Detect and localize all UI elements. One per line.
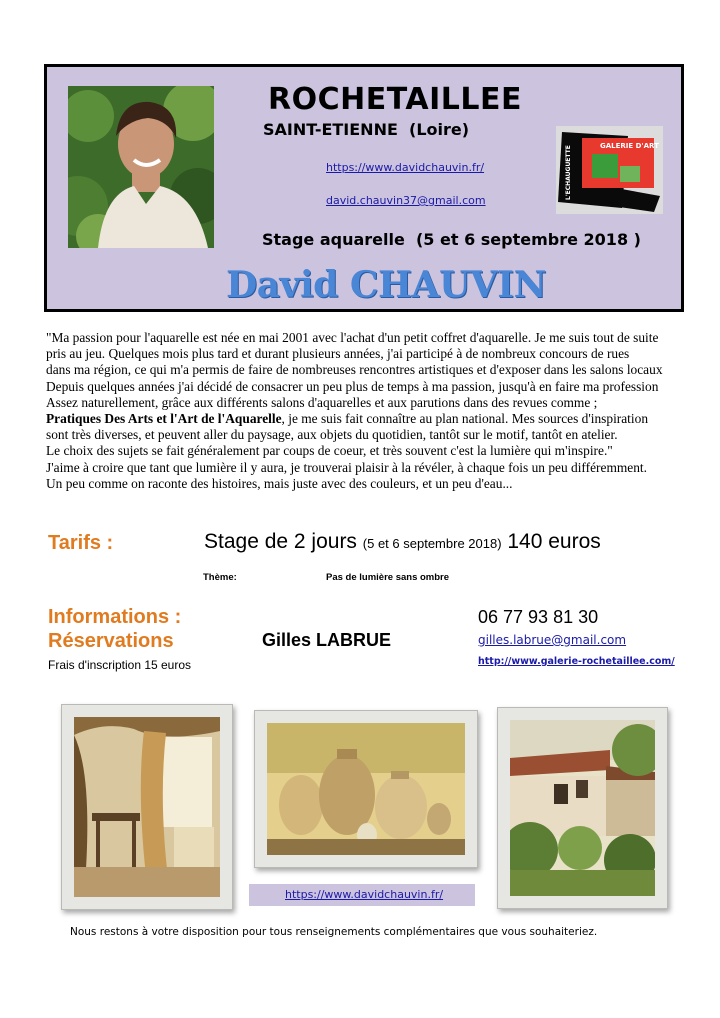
price-value: 140 euros <box>501 530 601 553</box>
quote-line: Le choix des sujets se fait généralement par coups de coeur, et très souvent c'est la lumière qui m'inspire." <box>46 443 613 459</box>
tarifs-label: Tarifs : <box>48 532 114 554</box>
theme-label: Thème: <box>203 572 237 583</box>
quote-line: Un peu comme on raconte des histoires, mais juste avec des couleurs, et un peu d'eau... <box>46 475 513 491</box>
artist-portrait <box>68 86 214 248</box>
quote-line: sont très diverses, et peuvent aller du paysage, aux objets du quotidien, tantôt sur le motif, tantôt en atelier. <box>46 427 618 443</box>
artist-quote <box>46 330 682 492</box>
informations-label: Informations : <box>48 606 182 628</box>
place-subtitle: SAINT-ETIENNE (Loire) <box>263 120 470 139</box>
reservations-label: Réservations <box>48 630 174 652</box>
painting-jars <box>254 710 478 868</box>
registration-fee: Frais d'inscription 15 euros <box>48 658 192 672</box>
logo-side-text: L'ECHAUGUETTE <box>565 145 572 200</box>
quote-line: J'aime à croire que tant que lumière il y aura, je trouverai plaisir à la révéler, à chaque fois un peu différemment. <box>46 459 647 475</box>
theme-value: Pas de lumière sans ombre <box>326 572 450 583</box>
contact-phone: 06 77 93 81 30 <box>478 607 599 627</box>
quote-line: "Ma passion pour l'aquarelle est née en mai 2001 avec l'achat d'un petit coffret d'aquarelle. Je me suis tout de suite <box>46 330 659 345</box>
artist-name: David CHAUVIN <box>226 264 547 306</box>
quote-line <box>46 411 682 427</box>
closing-note: Nous restons à votre disposition pour tous renseignements complémentaires que vous souhaiteriez. <box>70 926 598 938</box>
contact-name: Gilles LABRUE <box>262 630 392 650</box>
stage-title: Stage aquarelle (5 et 6 septembre 2018 ) <box>262 230 641 249</box>
gallery-website-link[interactable]: http://www.galerie-rochetaillee.com/ <box>478 656 675 667</box>
gallery-logo <box>556 126 663 214</box>
contact-email-link[interactable]: gilles.labrue@gmail.com <box>478 633 627 647</box>
quote-line-rest: , je me suis fait connaître au plan national. Mes sources d'inspiration <box>281 411 649 427</box>
place-title: ROCHETAILLEE <box>268 82 522 117</box>
artist-website-link[interactable]: https://www.davidchauvin.fr/ <box>326 161 485 174</box>
stage-duration: Stage de 2 jours <box>204 530 363 553</box>
painting-interior <box>61 704 233 910</box>
quote-line: pris au jeu. Quelques mois plus tard et durant plusieurs années, j'ai participé à de nombreux concours de rues <box>46 346 630 362</box>
quote-line: dans ma région, ce qui m'a permis de faire de nombreuses rencontres artistiques et d'exposer dans les salons locaux <box>46 362 663 378</box>
quote-line: Depuis quelques années j'ai décidé de consacrer un peu plus de temps à ma passion, jusqu'à en faire ma profession <box>46 378 659 394</box>
footer-website-link[interactable]: https://www.davidchauvin.fr/ <box>285 888 444 901</box>
logo-label: GALERIE D'ART <box>600 142 659 150</box>
stage-dates: (5 et 6 septembre 2018) <box>362 536 502 551</box>
stage-price <box>204 530 601 554</box>
artist-email-link[interactable]: david.chauvin37@gmail.com <box>326 194 486 207</box>
painting-village <box>497 707 668 909</box>
quote-line: Assez naturellement, grâce aux différents salons d'aquarelles et aux parutions dans des revues comme ; <box>46 394 598 410</box>
magazine-names: Pratiques Des Arts et l'Art de l'Aquarelle <box>46 411 282 427</box>
